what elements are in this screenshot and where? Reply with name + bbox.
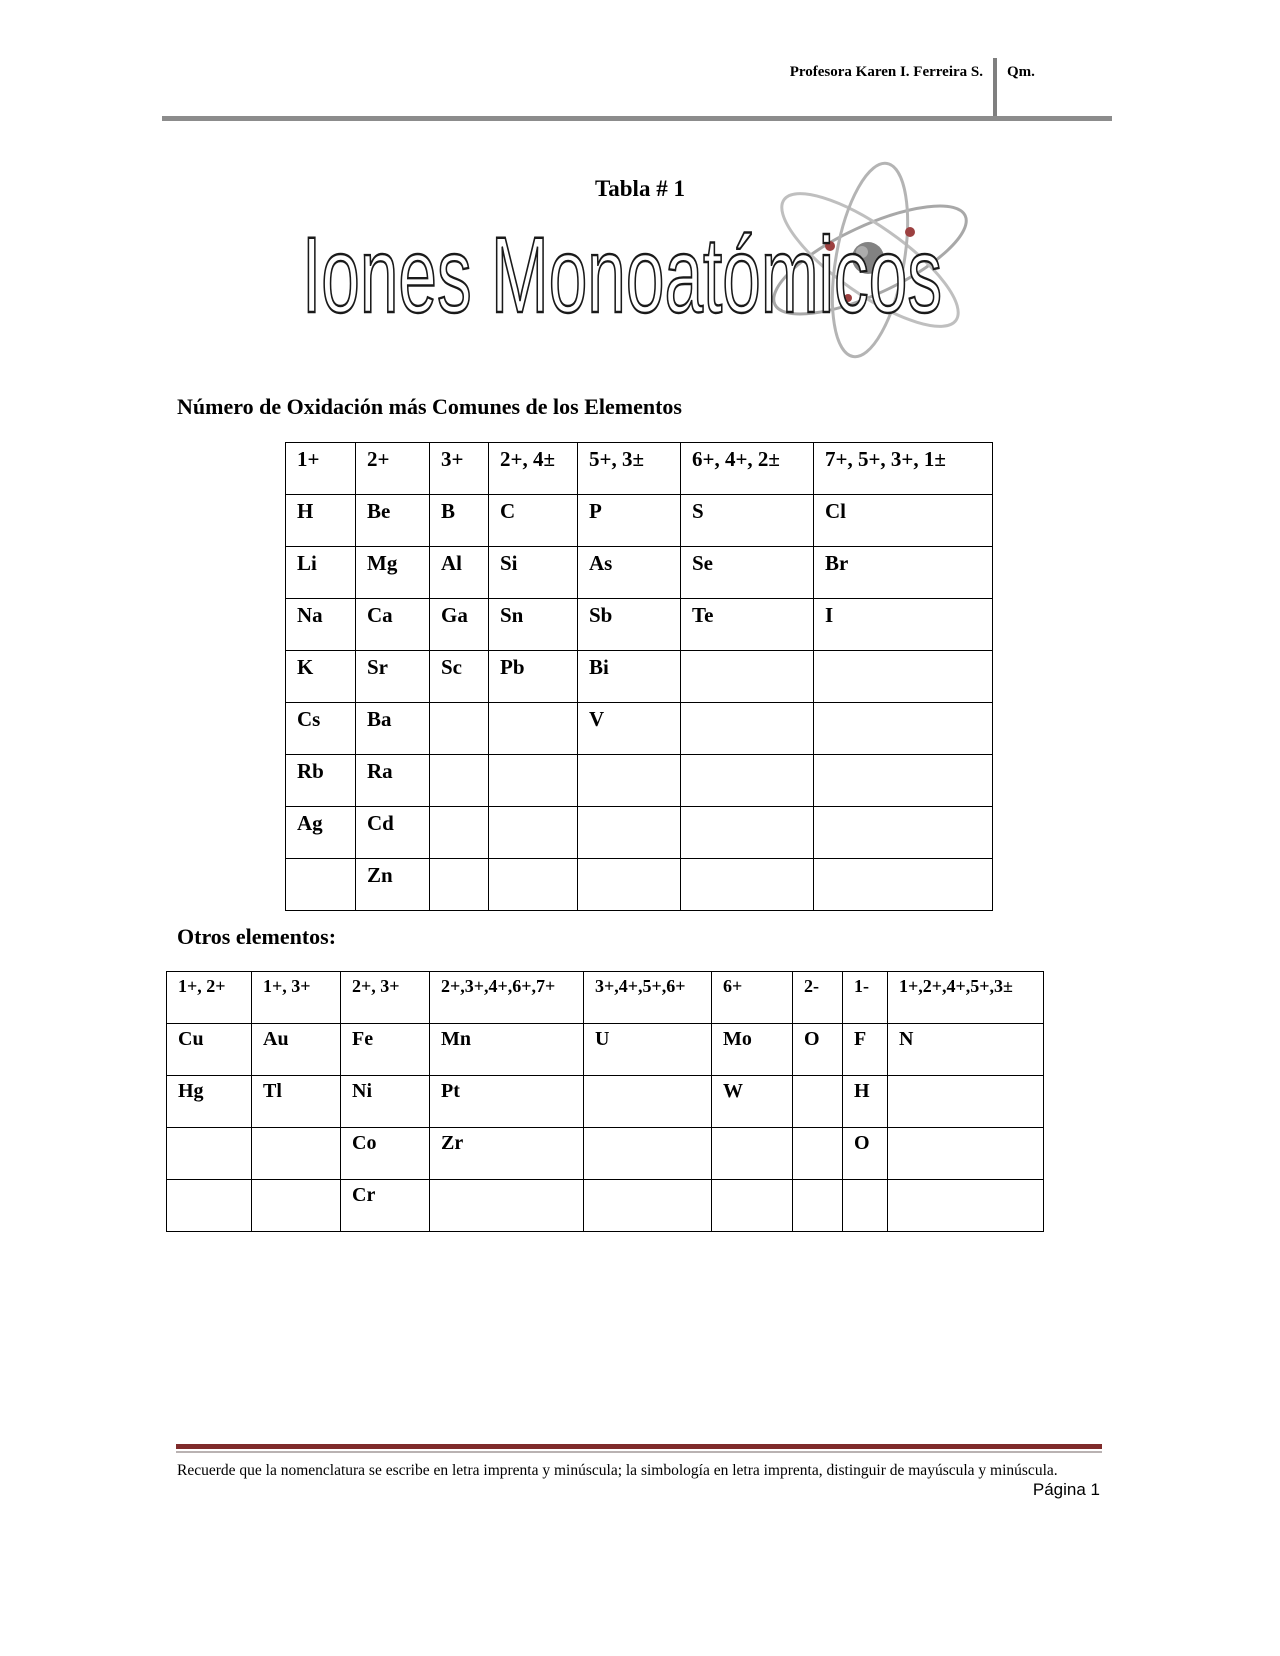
column-header: 3+ (430, 443, 489, 495)
element-cell: V (578, 703, 681, 755)
column-header: 1+, 2+ (167, 972, 252, 1024)
table-row (286, 755, 993, 807)
element-cell: Ni (341, 1076, 430, 1128)
element-cell (681, 703, 814, 755)
element-cell: K (286, 651, 356, 703)
element-cell: W (712, 1076, 793, 1128)
table-row (167, 1128, 1044, 1180)
element-cell: Li (286, 547, 356, 599)
element-cell: Co (341, 1128, 430, 1180)
element-cell: Te (681, 599, 814, 651)
element-cell (888, 1076, 1044, 1128)
element-cell: Ga (430, 599, 489, 651)
other-elements-heading: Otros elementos: (177, 924, 337, 949)
banner-title: Iones Monoatómicos (302, 214, 942, 335)
element-cell: Cr (341, 1180, 430, 1232)
column-header: 1+, 3+ (252, 972, 341, 1024)
page-number: Página 1 (1032, 1480, 1100, 1499)
element-cell: F (843, 1024, 888, 1076)
element-cell: S (681, 495, 814, 547)
element-cell (888, 1180, 1044, 1232)
element-cell (584, 1180, 712, 1232)
element-cell (286, 859, 356, 911)
element-cell (584, 1128, 712, 1180)
element-cell: Na (286, 599, 356, 651)
element-cell: Mn (430, 1024, 584, 1076)
table-row (167, 1076, 1044, 1128)
element-cell: Br (814, 547, 993, 599)
element-cell: Cl (814, 495, 993, 547)
element-cell: O (843, 1128, 888, 1180)
column-header: 5+, 3± (578, 443, 681, 495)
element-cell: Ag (286, 807, 356, 859)
table-row (167, 1180, 1044, 1232)
element-cell (712, 1180, 793, 1232)
table-row (286, 703, 993, 755)
element-cell: Bi (578, 651, 681, 703)
footer-rule (176, 1444, 1102, 1449)
element-cell: Zn (356, 859, 430, 911)
element-cell (430, 1180, 584, 1232)
element-cell: As (578, 547, 681, 599)
table-header-row (286, 443, 993, 495)
element-cell (578, 755, 681, 807)
column-header: 2+, 3+ (341, 972, 430, 1024)
element-cell (489, 859, 578, 911)
element-cell (793, 1128, 843, 1180)
element-cell: Ca (356, 599, 430, 651)
element-cell: H (843, 1076, 888, 1128)
element-cell: Ba (356, 703, 430, 755)
footer-rule-shadow (176, 1451, 1102, 1453)
column-header: 2+, 4± (489, 443, 578, 495)
element-cell (793, 1076, 843, 1128)
element-cell (814, 703, 993, 755)
oxidation-table (285, 442, 993, 911)
header-rule (162, 116, 1112, 121)
element-cell (430, 755, 489, 807)
header-course: Qm. (1007, 64, 1035, 80)
column-header: 1+,2+,4+,5+,3± (888, 972, 1044, 1024)
element-cell (681, 755, 814, 807)
element-cell: O (793, 1024, 843, 1076)
element-cell (712, 1128, 793, 1180)
element-cell: Al (430, 547, 489, 599)
element-cell (681, 807, 814, 859)
element-cell: C (489, 495, 578, 547)
element-cell (489, 807, 578, 859)
element-cell (430, 859, 489, 911)
element-cell: P (578, 495, 681, 547)
element-cell: Si (489, 547, 578, 599)
title-banner (302, 170, 1000, 350)
column-header: 2- (793, 972, 843, 1024)
element-cell (814, 755, 993, 807)
element-cell (252, 1180, 341, 1232)
element-cell: Zr (430, 1128, 584, 1180)
column-header: 2+ (356, 443, 430, 495)
element-cell (167, 1128, 252, 1180)
element-cell: Pt (430, 1076, 584, 1128)
element-cell (681, 651, 814, 703)
element-cell (681, 859, 814, 911)
element-cell (578, 807, 681, 859)
element-cell (489, 703, 578, 755)
element-cell: B (430, 495, 489, 547)
header-divider (993, 58, 997, 118)
element-cell: Se (681, 547, 814, 599)
element-cell: Rb (286, 755, 356, 807)
element-cell (793, 1180, 843, 1232)
column-header: 7+, 5+, 3+, 1± (814, 443, 993, 495)
table-row (286, 651, 993, 703)
element-cell: I (814, 599, 993, 651)
element-cell: Sr (356, 651, 430, 703)
element-cell: H (286, 495, 356, 547)
element-cell: Cs (286, 703, 356, 755)
element-cell (814, 651, 993, 703)
table-row (286, 859, 993, 911)
element-cell (814, 859, 993, 911)
element-cell: Hg (167, 1076, 252, 1128)
element-cell (252, 1128, 341, 1180)
element-cell: N (888, 1024, 1044, 1076)
element-cell (167, 1180, 252, 1232)
oxidation-heading: Número de Oxidación más Comunes de los Elementos (177, 394, 682, 419)
column-header: 3+,4+,5+,6+ (584, 972, 712, 1024)
element-cell: Ra (356, 755, 430, 807)
column-header: 2+,3+,4+,6+,7+ (430, 972, 584, 1024)
element-cell (430, 703, 489, 755)
element-cell: Tl (252, 1076, 341, 1128)
element-cell: Mg (356, 547, 430, 599)
element-cell: Au (252, 1024, 341, 1076)
element-cell (578, 859, 681, 911)
table-header-row (167, 972, 1044, 1024)
element-cell (843, 1180, 888, 1232)
element-cell: Pb (489, 651, 578, 703)
element-cell: Cd (356, 807, 430, 859)
column-header: 1- (843, 972, 888, 1024)
element-cell (430, 807, 489, 859)
table-row (167, 1024, 1044, 1076)
header-author: Profesora Karen I. Ferreira S. (789, 64, 983, 80)
element-cell (584, 1076, 712, 1128)
element-cell: Sc (430, 651, 489, 703)
column-header: 6+ (712, 972, 793, 1024)
column-header: 1+ (286, 443, 356, 495)
other-elements-table (166, 971, 1044, 1232)
column-header: 6+, 4+, 2± (681, 443, 814, 495)
element-cell: Fe (341, 1024, 430, 1076)
element-cell: Sb (578, 599, 681, 651)
element-cell: Be (356, 495, 430, 547)
table-row (286, 547, 993, 599)
element-cell: Sn (489, 599, 578, 651)
footer-note: Recuerde que la nomenclatura se escribe en letra imprenta y minúscula; la simbología en letra imprenta, distinguir de mayúscula y minúscula. (177, 1462, 1058, 1479)
table-row (286, 807, 993, 859)
element-cell: Mo (712, 1024, 793, 1076)
element-cell: U (584, 1024, 712, 1076)
table-row (286, 599, 993, 651)
element-cell (888, 1128, 1044, 1180)
element-cell: Cu (167, 1024, 252, 1076)
table-number-label: Tabla # 1 (595, 176, 685, 201)
element-cell (489, 755, 578, 807)
table-row (286, 495, 993, 547)
element-cell (814, 807, 993, 859)
